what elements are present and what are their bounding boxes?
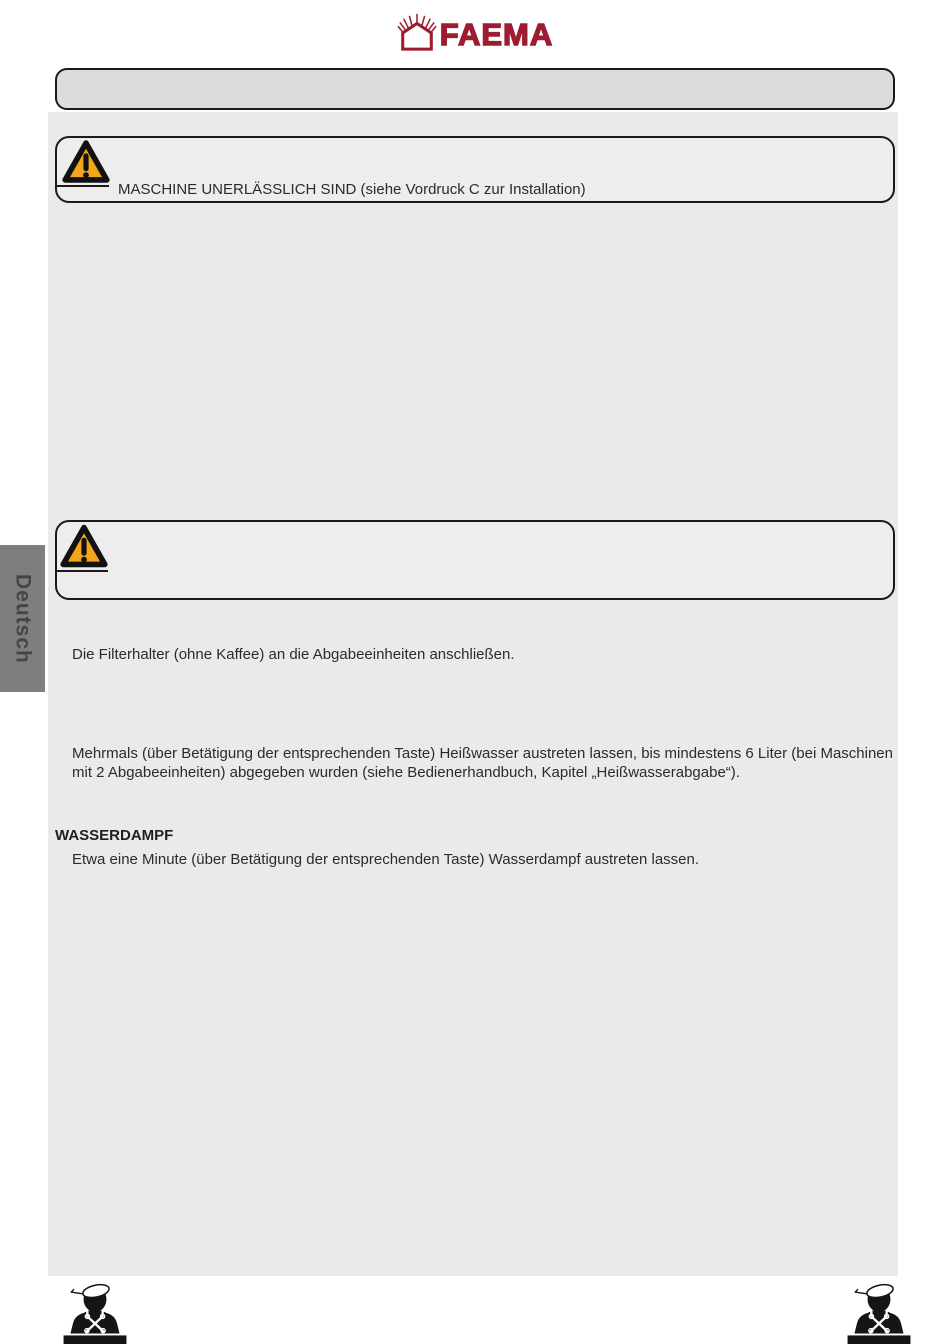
faema-duomo-icon	[397, 12, 437, 57]
language-tab-label: Deutsch	[11, 573, 35, 664]
technician-icon	[842, 1283, 916, 1344]
faema-logo	[0, 13, 950, 55]
paragraph-filterhalter: Die Filterhalter (ohne Kaffee) an die Abgabeeinheiten anschließen.	[72, 646, 515, 663]
brand-wordmark: FAEMA	[439, 16, 554, 52]
warning-triangle-icon	[60, 523, 108, 569]
title-box	[55, 68, 895, 110]
technician-icon	[58, 1283, 132, 1344]
heading-wasserdampf: WASSERDAMPF	[55, 827, 174, 844]
warning-text: MASCHINE UNERLÄSSLICH SIND (siehe Vordruck C zur Installation)	[118, 181, 586, 198]
content-area	[48, 112, 898, 1276]
language-tab-deutsch	[0, 545, 45, 692]
icon-baseline	[57, 185, 109, 187]
icon-baseline	[56, 570, 108, 572]
paragraph-heisswasser: Mehrmals (über Betätigung der entsprechenden Taste) Heißwasser austreten lassen, bis mindestens 6 Liter (bei Maschinen mit 2 Abgabeeinheiten) abgegeben wurden (siehe Bedienerhandbuch, Kapitel „Heißwasserabgabe“).	[72, 745, 893, 781]
warning-triangle-icon	[62, 139, 110, 184]
paragraph-wasserdampf: Etwa eine Minute (über Betätigung der entsprechenden Taste) Wasserdampf austreten lassen.	[72, 851, 700, 868]
warning-box-2	[55, 520, 895, 600]
